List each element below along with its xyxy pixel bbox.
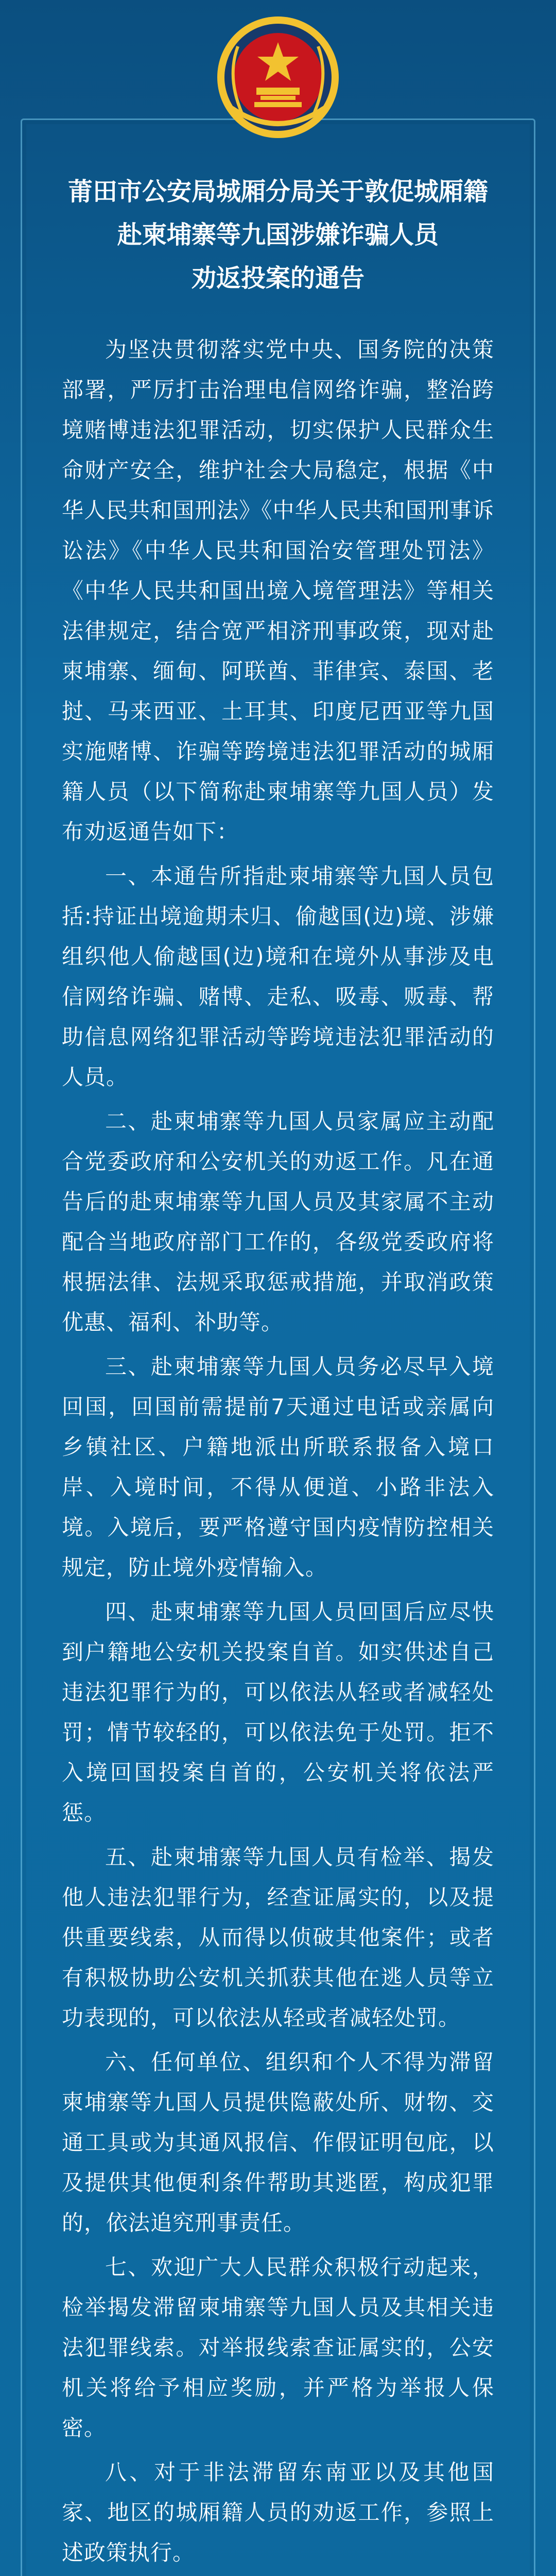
article-5: 五、赴柬埔寨等九国人员有检举、揭发他人违法犯罪行为，经查证属实的，以及提供重要线索，从而得以侦破其他案件；或者有积极协助公安机关抓获其他在逃人员等立功表现的，可以依法从轻或者减轻处罚。 [62, 1844, 494, 2030]
article-1: 一、本通告所指赴柬埔寨等九国人员包括:持证出境逾期未归、偷越国(边)境、涉嫌组织他人偷越国(边)境和在境外从事涉及电信网络诈骗、赌博、走私、吸毒、贩毒、帮助信息网络犯罪活动等跨境违法犯罪活动的人员。 [62, 863, 494, 1090]
notice-title [41, 170, 515, 300]
article-6: 六、任何单位、组织和个人不得为滞留柬埔寨等九国人员提供隐蔽处所、财物、交通工具或为其通风报信、作假证明包庇，以及提供其他便利条件帮助其逃匿，构成犯罪的，依法追究刑事责任。 [62, 2049, 494, 2235]
title-line-2: 赴柬埔寨等九国涉嫌诈骗人员 [117, 221, 439, 249]
title-line-3: 劝返投案的通告 [191, 264, 364, 293]
title-line-1: 莆田市公安局城厢分局关于敦促城厢籍 [67, 177, 488, 206]
intro-paragraph: 为坚决贯彻落实党中央、国务院的决策部署，严厉打击治理电信网络诈骗，整治跨境赌博违法犯罪活动，切实保护人民群众生命财产安全，维护社会大局稳定，根据《中华人民共和国刑法》《中华人民共和国刑事诉讼法》《中华人民共和国治安管理处罚法》《中华人民共和国出境入境管理法》等相关法律规定，结合宽严相济刑事政策，现对赴柬埔寨、缅甸、阿联酋、菲律宾、泰国、老挝、马来西亚、土耳其、印度尼西亚等九国实施赌博、诈骗等跨境违法犯罪活动的城厢籍人员（以下简称赴柬埔寨等九国人员）发布劝返通告如下： [62, 337, 494, 844]
article-4: 四、赴柬埔寨等九国人员回国后应尽快到户籍地公安机关投案自首。如实供述自己违法犯罪行为的，可以依法从轻或者减轻处罚；情节较轻的，可以依法免于处罚。拒不入境回国投案自首的，公安机关将依法严惩。 [62, 1599, 494, 1825]
article-7: 七、欢迎广大人民群众积极行动起来，检举揭发滞留柬埔寨等九国人员及其相关违法犯罪线索。对举报线索查证属实的，公安机关将给予相应奖励，并严格为举报人保密。 [62, 2255, 494, 2441]
article-8: 八、对于非法滞留东南亚以及其他国家、地区的城厢籍人员的劝返工作，参照上述政策执行。 [62, 2460, 494, 2565]
notice-body [62, 330, 494, 2576]
article-3: 三、赴柬埔寨等九国人员务必尽早入境回国，回国前需提前7天通过电话或亲属向乡镇社区、户籍地派出所联系报备入境口岸、入境时间，不得从便道、小路非法入境。入境后，要严格遵守国内疫情防控相关规定，防止境外疫情输入。 [62, 1354, 494, 1580]
article-2: 二、赴柬埔寨等九国人员家属应主动配合党委政府和公安机关的劝返工作。凡在通告后的赴柬埔寨等九国人员及其家属不主动配合当地政府部门工作的，各级党委政府将根据法律、法规采取惩戒措施，并取消政策优惠、福利、补助等。 [62, 1109, 494, 1335]
police-emblem-icon [211, 10, 345, 144]
